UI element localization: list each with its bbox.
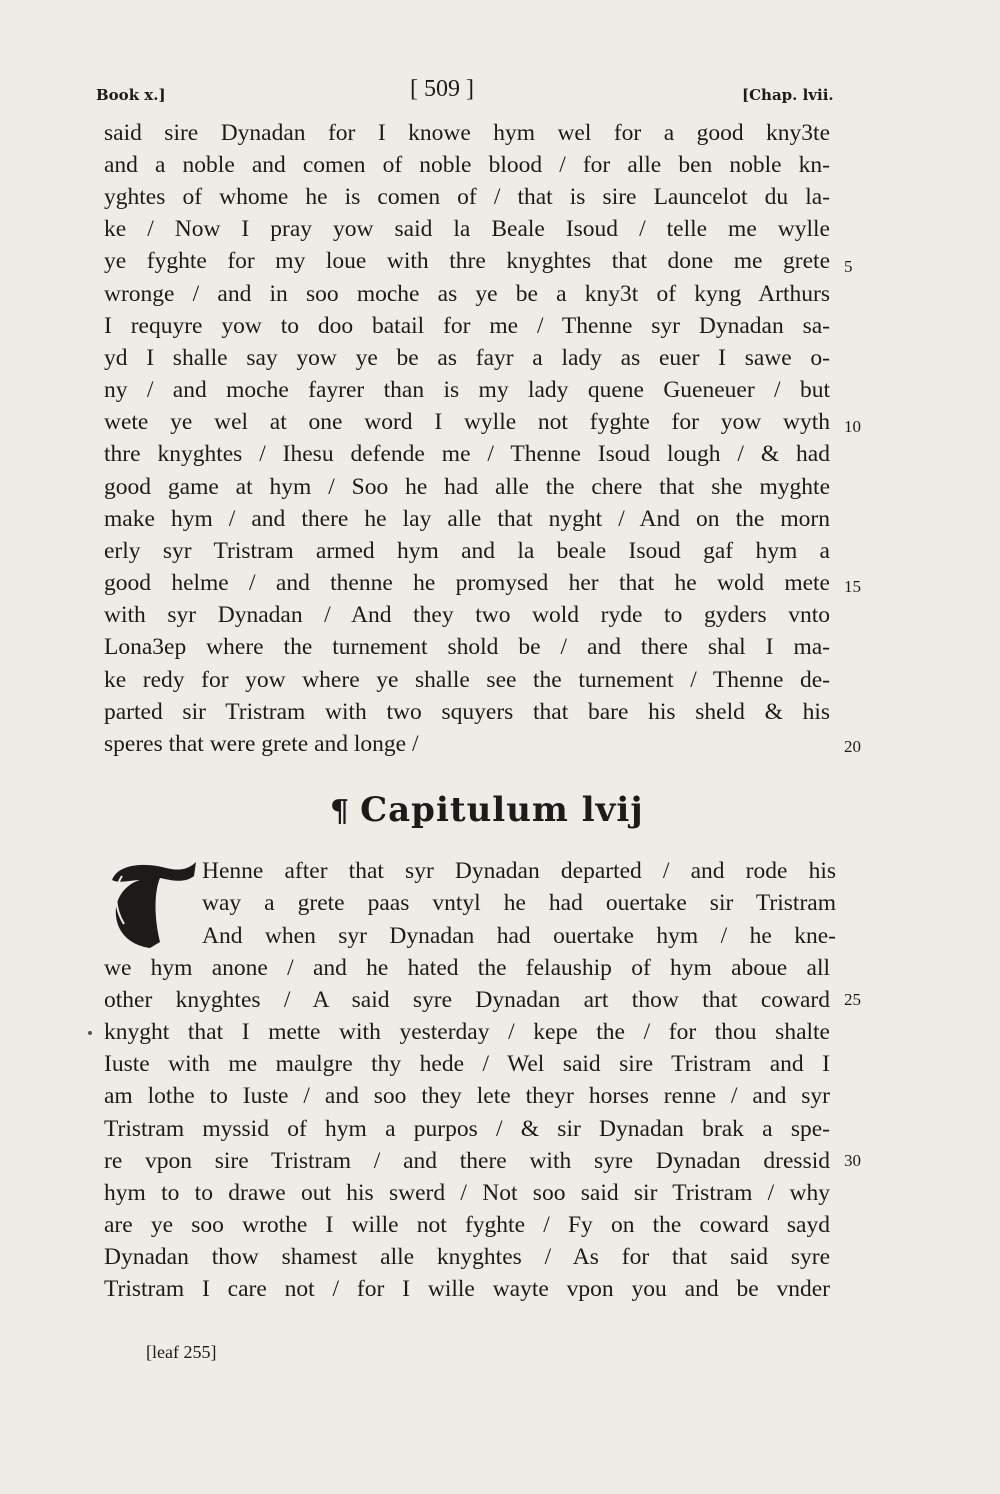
running-head-chapter: [Chap. lvii.	[742, 86, 834, 104]
text-line: make hym / and there he lay alle that nyght / And on the morn	[104, 506, 830, 532]
text-line: re vpon sire Tristram / and there with syre Dynadan dressid	[104, 1148, 830, 1174]
text-line: are ye soo wrothe I wille not fyghte / Fy on the coward sayd	[104, 1212, 830, 1238]
line-number: 20	[844, 737, 861, 756]
text-line: wronge / and in soo moche as ye be a kny3t of kyng Arthurs	[104, 281, 830, 307]
text-line: Henne after that syr Dynadan departed / and rode his	[202, 858, 836, 884]
text-line: hym to to drawe out his swerd / Not soo said sir Tristram / why	[104, 1180, 830, 1206]
text-line: Tristram myssid of hym a purpos / & sir Dynadan brak a spe-	[104, 1116, 830, 1142]
text-line: erly syr Tristram armed hym and la beale Isoud gaf hym a	[104, 538, 830, 564]
text-line: yghtes of whome he is comen of / that is sire Launcelot du la-	[104, 184, 830, 210]
text-line: and a noble and comen of noble blood / for alle ben noble kn-	[104, 152, 830, 178]
text-line: parted sir Tristram with two squyers that bare his sheld & his	[104, 699, 830, 725]
text-line: Lona3ep where the turnement shold be / and there shal I ma-	[104, 634, 830, 660]
leaf-reference: [leaf 255]	[146, 1342, 217, 1362]
text-line: Dynadan thow shamest alle knyghtes / As for that said syre	[104, 1244, 830, 1270]
line-number: 15	[844, 577, 861, 596]
line-number: 30	[844, 1151, 861, 1170]
text-line: speres that were grete and longe /	[104, 731, 419, 757]
page-header	[0, 76, 1000, 116]
pilcrow-mark: ¶	[330, 794, 351, 829]
line-number: 25	[844, 990, 861, 1009]
text-line: good helme / and thenne he promysed her that he wold mete	[104, 570, 830, 596]
text-line: Iuste with me maulgre thy hede / Wel said sire Tristram and I	[104, 1051, 830, 1077]
line-number: 5	[844, 257, 853, 276]
text-line: thre knyghtes / Ihesu defende me / Thenne Isoud lough / & had	[104, 441, 830, 467]
chapter-heading	[330, 790, 644, 830]
text-line: And when syr Dynadan had ouertake hym / he kne-	[202, 923, 836, 949]
drop-cap-initial	[104, 858, 200, 950]
chapter-title: Capitulum lvij	[360, 790, 644, 830]
text-line: am lothe to Iuste / and soo they lete theyr horses renne / and syr	[104, 1083, 830, 1109]
text-line: Tristram I care not / for I wille wayte vpon you and be vnder	[104, 1276, 830, 1302]
text-line: other knyghtes / A said syre Dynadan art thow that coward	[104, 987, 830, 1013]
line-number: 10	[844, 417, 861, 436]
text-line: ye fyghte for my loue with thre knyghtes that done me grete	[104, 248, 830, 274]
text-line: ke redy for yow where ye shalle see the turnement / Thenne de-	[104, 667, 830, 693]
text-line: wete ye wel at one word I wylle not fyghte for yow wyth	[104, 409, 830, 435]
text-line: way a grete paas vntyl he had ouertake sir Tristram	[202, 890, 836, 916]
text-line: ny / and moche fayrer than is my lady quene Gueneuer / but	[104, 377, 830, 403]
text-line: yd I shalle say yow ye be as fayr a lady as euer I sawe o-	[104, 345, 830, 371]
text-line: we hym anone / and he hated the felauship of hym aboue all	[104, 955, 830, 981]
text-line: ke / Now I pray yow said la Beale Isoud / telle me wylle	[104, 216, 830, 242]
text-line: I requyre yow to doo batail for me / Thenne syr Dynadan sa-	[104, 313, 830, 339]
text-line: good game at hym / Soo he had alle the chere that she myghte	[104, 474, 830, 500]
page-number: [ 509 ]	[410, 76, 474, 102]
text-line: with syr Dynadan / And they two wold ryde to gyders vnto	[104, 602, 830, 628]
running-head-book: Book x.]	[96, 86, 166, 104]
drop-cap-t-icon	[104, 858, 200, 950]
ink-speck	[88, 1031, 92, 1035]
text-line: said sire Dynadan for I knowe hym wel for a good kny3te	[104, 120, 830, 146]
text-line: knyght that I mette with yesterday / kepe the / for thou shalte	[104, 1019, 830, 1045]
